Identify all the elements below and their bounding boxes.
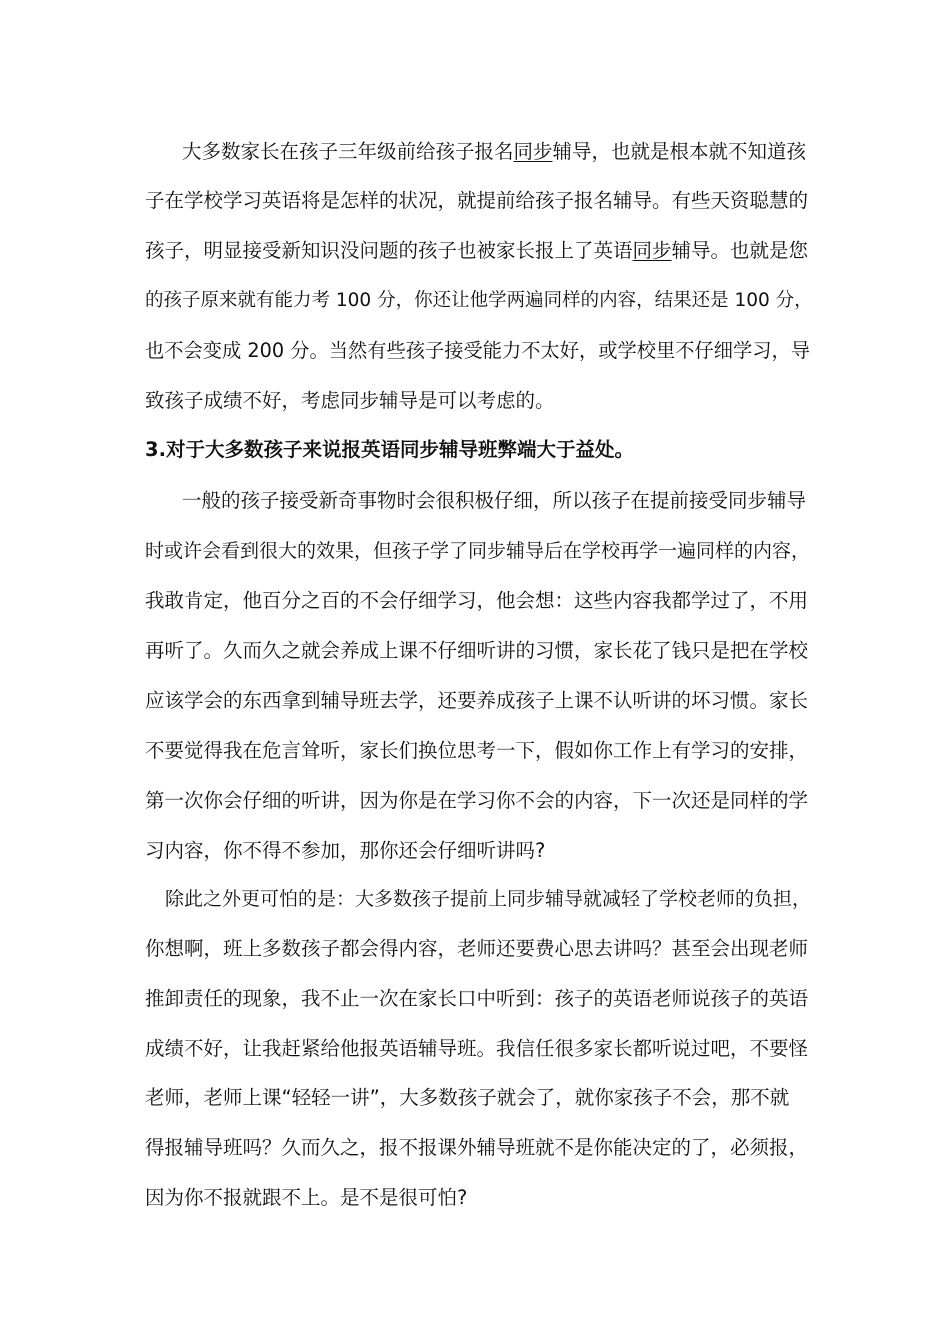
paragraph-3-line-3: 推卸责任的现象，我不止一次在家长口中听到：孩子的英语老师说孩子的英语: [145, 987, 809, 1010]
paragraph-1-line-2: 子在学校学习英语将是怎样的状况，就提前给孩子报名辅导。有些天资聪慧的: [145, 189, 809, 212]
paragraph-2-line-1: 一般的孩子接受新奇事物时会很积极仔细，所以孩子在提前接受同步辅导: [182, 489, 807, 512]
paragraph-2-line-3: 我敢肯定，他百分之百的不会仔细学习，他会想：这些内容我都学过了，不用: [145, 589, 809, 612]
underlined-term: 同步: [513, 140, 553, 163]
paragraph-2-line-2: 时或许会看到很大的效果，但孩子学了同步辅导后在学校再学一遍同样的内容，: [145, 540, 811, 562]
paragraph-2-line-4: 再听了。久而久之就会养成上课不仔细听讲的习惯，家长花了钱只是把在学校: [145, 639, 809, 662]
paragraph-1-line-1: [182, 137, 815, 167]
paragraph-1-line-6: 致孩子成绩不好，考虑同步辅导是可以考虑的。: [145, 389, 555, 412]
paragraph-2-line-7: 第一次你会仔细的听讲，因为你是在学习你不会的内容，下一次还是同样的学: [145, 789, 809, 812]
section-heading: 3.对于大多数孩子来说报英语同步辅导班弊端大于益处。: [145, 438, 634, 461]
text-run: 大多数家长在孩子三年级前给孩子报名: [182, 140, 514, 163]
text-run: 辅导，也就是根本就不知道孩: [552, 140, 807, 163]
text-run: 孩子，明显接受新知识没问题的孩子也被家长报上了英语: [145, 239, 633, 262]
paragraph-2-line-6: 不要觉得我在危言耸听，家长们换位思考一下，假如你工作上有学习的安排，: [145, 739, 809, 762]
paragraph-2-line-8: 习内容，你不得不参加，那你还会仔细听讲吗?: [145, 839, 546, 862]
text-run: 辅导。也就是您: [671, 239, 809, 262]
paragraph-3-line-1: 除此之外更可怕的是：大多数孩子提前上同步辅导就减轻了学校老师的负担，: [165, 888, 812, 910]
paragraph-3-line-5: 老师，老师上课“轻轻一讲”，大多数孩子就会了，就你家孩子不会，那不就: [145, 1086, 790, 1109]
paragraph-1-line-5: 也不会变成 200 分。当然有些孩子接受能力不太好，或学校里不仔细学习，导: [145, 339, 810, 362]
paragraph-3-line-6: 得报辅导班吗？久而久之，报不报课外辅导班就不是你能决定的了，必须报，: [145, 1136, 809, 1159]
paragraph-1-line-4: 的孩子原来就有能力考 100 分，你还让他学两遍同样的内容，结果还是 100 分，: [145, 290, 813, 311]
paragraph-3-line-7: 因为你不报就跟不上。是不是很可怕?: [145, 1186, 468, 1209]
underlined-term: 同步: [632, 239, 672, 262]
paragraph-1-line-3: [145, 236, 815, 266]
paragraph-3-line-4: 成绩不好，让我赶紧给他报英语辅导班。我信任很多家长都听说过吧，不要怪: [145, 1037, 809, 1060]
paragraph-3-line-2: 你想啊，班上多数孩子都会得内容，老师还要费心思去讲吗？甚至会出现老师: [145, 937, 809, 960]
paragraph-2-line-5: 应该学会的东西拿到辅导班去学，还要养成孩子上课不认听讲的坏习惯。家长: [145, 689, 809, 712]
